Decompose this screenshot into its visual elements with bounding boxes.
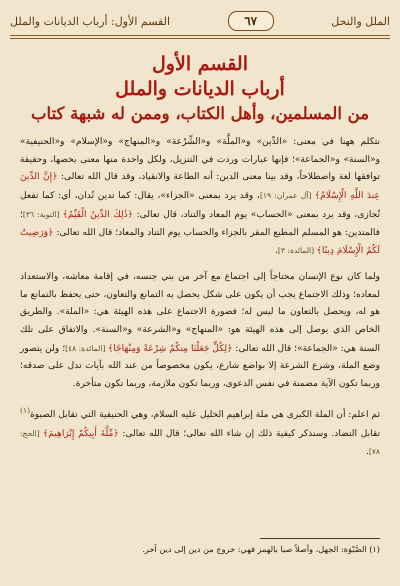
text-run: . (365, 447, 369, 458)
heading-line-1: القسم الأول (152, 53, 248, 75)
verse-reference: [المائدة: ٤٨] (65, 343, 108, 353)
header-divider-thin (10, 38, 390, 39)
text-run: ثم اعلم: أن الملة الكبرى هي ملة إبراهيم الخليل عليه السلام، وهي الحنيفية التي تقابل الصبوة (30, 409, 380, 420)
body-text (20, 134, 380, 462)
verse-reference: [آل عمران: ١٩] (259, 191, 315, 201)
verse-reference: [التوبة: ٣٦] (22, 209, 63, 219)
text-run: ولما كان نوع الإنسان محتاجاً إلى اجتماع مع آخر من بني جنسه، في إقامة معاشه، والاستعداد لمعاده؛ وذلك الاجتماع يجب أن يكون على شكل يحصل به التمانع والتعاون، حتى يحفظ بالتمانع ما هو له، ويحصل بالتعاون ما ليس له؛ فصورة الاجتماع على هذه الهيئة هي: «الملة». والطريق الخاص الذي يوصل إلى هذه الهيئة هو: «المنهاج» و«الشرعة» و«السنة». والاتفاق على تلك السنة هي: «الجماعة»؛ قال الله تعالى: (20, 271, 381, 354)
paragraph-1 (20, 134, 380, 261)
text-run: ؛ فالمتدين: هو المسلم المطيع المقر بالجزاء والحساب يوم التناد والمعاد؛ قال الله تعالى: (20, 209, 380, 238)
quran-quote: ﴿إِنَّ الدِّينَ عِندَ اللَّهِ الْإِسْلَامُ﴾ (20, 172, 380, 202)
header-divider (10, 35, 390, 36)
footnote-divider (260, 538, 380, 539)
text-run: نتكلم ههنا في معنى: «الدِّين» و«الملَّة» و«الشِّرْعة» و«المنهاج» و«الإسلام» و«الحنيفية» و«السنة» و«الجماعة»؛ فإنها عبارات وردت في التنزيل، ولكل واحدة منها معنى يخصها، وحقيقة توافقها لغة واصطلاحاً، وقد بينا معنى الدين: أنه الطاعة والانقياد، وقد قال الله تعالى: (20, 137, 381, 183)
section-heading (18, 52, 382, 126)
verse-reference: [المائدة: ٣] (277, 246, 317, 256)
footnote: (١) الصَّبْوَة: الجهل، وأصلاً صبا بالهمز فهي: خروج من دين إلى دين آخر. (142, 544, 380, 554)
paragraph-2 (20, 269, 380, 394)
quran-quote: ﴿وَرَضِيتُ لَكُمُ الْإِسْلَامَ دِينًا﴾ (20, 227, 380, 257)
quran-quote: ﴿لِكُلٍّ جَعَلْنَا مِنكُمْ شِرْعَةً وَمِنْهَاجًا﴾ (107, 343, 233, 354)
header-section-title: القسم الأول: أرباب الديانات والملل (10, 14, 170, 28)
paragraph-3 (20, 402, 380, 462)
running-header (10, 8, 390, 34)
quran-quote: ﴿مِّلَّةَ أَبِيكُمْ إِبْرَاهِيمَ﴾ (42, 428, 119, 439)
text-run: ، وقد يرد بمعنى «الجزاء»، يقال: كما تدين تُدان، أي: كما تفعل تُجازى، وقد يرد بمعنى «الحساب» يوم المعاد والتناد، قال تعالى: (20, 191, 380, 220)
text-run: ؛ ولن يتصور وضع الملة، وشرع الشرعة إلا بواضع شارع، يكون مخصوصاً من عند الله بآيات تدل على صدقه؛ وربما تكون الآية مضمنة في نفس الدعوى، وربما تكون ملازمة، وربما تكون متأخرة. (20, 343, 380, 390)
text-run: . (275, 246, 278, 257)
heading-line-3: من المسلمين، وأهل الكتاب، وممن له شبهة كتاب (30, 104, 370, 123)
verse-reference: [الحج: ٧٨] (20, 428, 380, 457)
footnote-marker: (١) (20, 405, 31, 415)
page-number: ٦٧ (228, 11, 274, 31)
heading-line-2: أرباب الديانات والملل (115, 78, 285, 100)
header-book-title: الملل والنحل (331, 14, 390, 28)
text-run: تقابل التضاد. وسنذكر كيفية ذلك إن شاء الله تعالى؛ قال الله تعالى: (118, 428, 381, 439)
quran-quote: ﴿ذَٰلِكَ الدِّينُ الْقَيِّمُ﴾ (62, 209, 134, 220)
